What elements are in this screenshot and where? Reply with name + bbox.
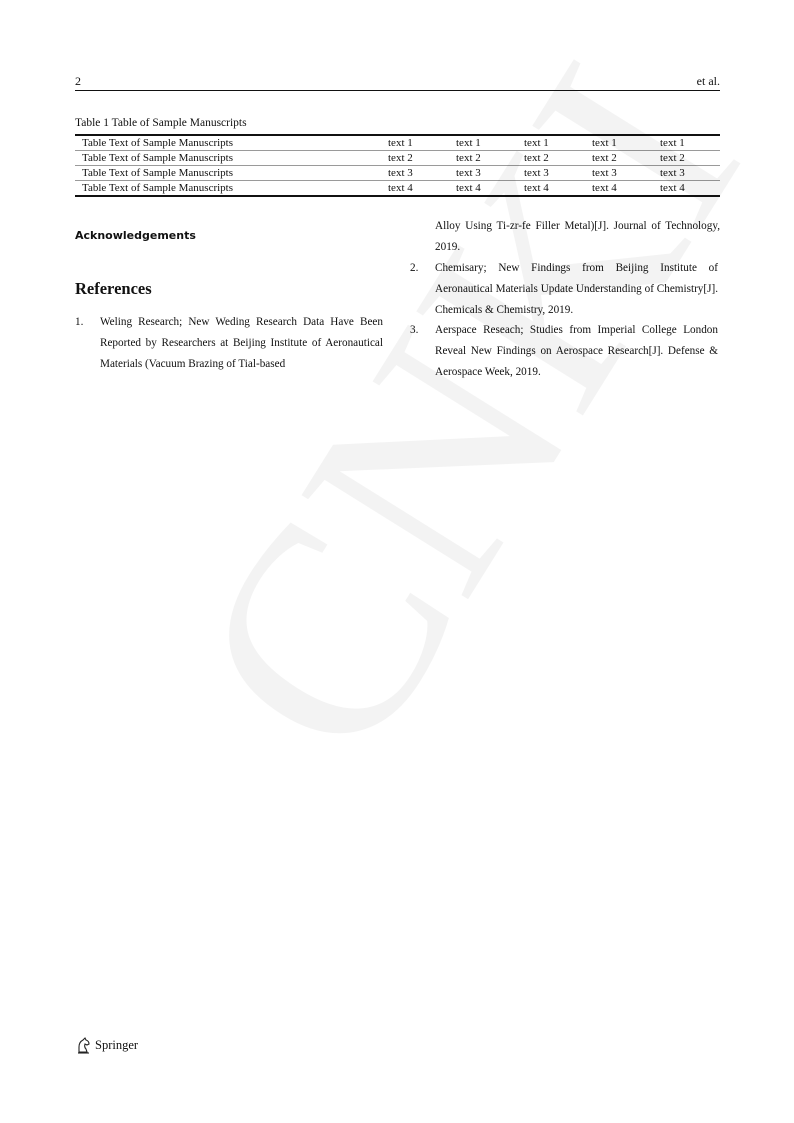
reference-item [410, 320, 718, 382]
reference-item [410, 258, 718, 320]
reference-item [75, 312, 383, 378]
table-cell: text 4 [381, 181, 449, 197]
table-caption: Table 1 Table of Sample Manuscripts [75, 117, 247, 129]
reference-number: 3. [410, 324, 419, 336]
table-cell: Table Text of Sample Manuscripts [75, 166, 381, 181]
reference-number: 1. [75, 316, 84, 328]
springer-horse-icon [76, 1037, 91, 1054]
table-cell: Table Text of Sample Manuscripts [75, 151, 381, 166]
table-cell: text 4 [585, 181, 653, 197]
running-head [75, 74, 720, 91]
table-cell: text 3 [517, 166, 585, 181]
table-cell: text 1 [449, 135, 517, 151]
reference-text: Alloy Using Ti-zr-fe Filler Metal)[J]. Journal of Technology, 2019. [435, 220, 720, 253]
references-heading: References [75, 279, 152, 298]
table-cell: text 3 [653, 166, 720, 181]
table-cell: text 1 [517, 135, 585, 151]
table-row [75, 151, 720, 166]
table-row [75, 181, 720, 197]
table-cell: text 1 [585, 135, 653, 151]
running-head-authors: et al. [696, 74, 720, 88]
table-cell: text 1 [653, 135, 720, 151]
sample-table [75, 134, 720, 197]
table-cell: Table Text of Sample Manuscripts [75, 181, 381, 197]
publisher-footer [76, 1037, 138, 1054]
table-cell: Table Text of Sample Manuscripts [75, 135, 381, 151]
table-row [75, 166, 720, 181]
table-cell: text 2 [449, 151, 517, 166]
table-cell: text 2 [381, 151, 449, 166]
reference-number: 2. [410, 262, 419, 274]
reference-text: Aerspace Reseach; Studies from Imperial College London Reveal New Findings on Aerospace Research[J]. Defense & Aerospace Week, 2019. [435, 324, 718, 378]
table-cell: text 4 [653, 181, 720, 197]
table-cell: text 2 [585, 151, 653, 166]
table-cell: text 1 [381, 135, 449, 151]
table-cell: text 2 [653, 151, 720, 166]
table-cell: text 3 [381, 166, 449, 181]
acknowledgements-heading: Acknowledgements [75, 229, 196, 242]
table-cell: text 4 [517, 181, 585, 197]
page-number: 2 [75, 74, 81, 88]
table-cell: text 3 [449, 166, 517, 181]
table-cell: text 3 [585, 166, 653, 181]
table-cell: text 4 [449, 181, 517, 197]
table-row [75, 135, 720, 151]
reference-text: Chemisary; New Findings from Beijing Institute of Aeronautical Materials Update Understanding of Chemistry[J]. Chemicals & Chemistry, 2019. [435, 262, 718, 316]
publisher-name: Springer [95, 1038, 139, 1052]
reference-text: Weling Research; New Weding Research Data Have Been Reported by Researchers at Beijing Institute of Aeronautical Materials (Vacuum Brazing of Tial-based [100, 316, 383, 370]
reference-item-continued [410, 216, 720, 258]
table-cell: text 2 [517, 151, 585, 166]
